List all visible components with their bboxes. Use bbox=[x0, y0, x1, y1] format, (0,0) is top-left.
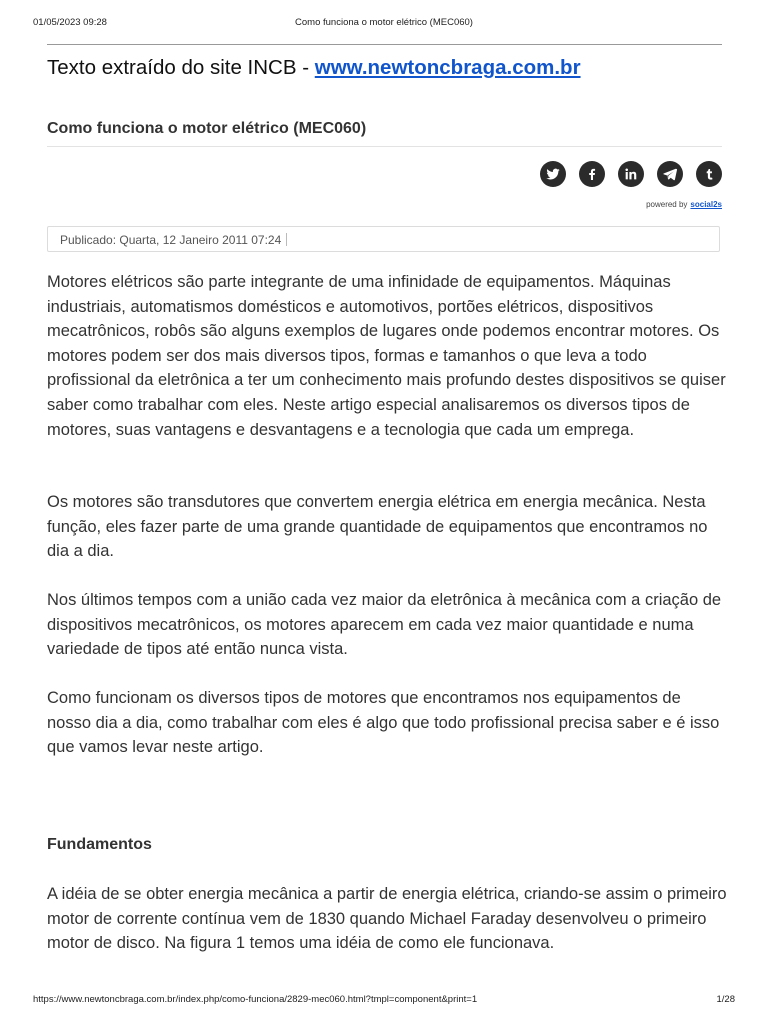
site-source-prefix: Texto extraído do site INCB - bbox=[47, 56, 315, 79]
twitter-share-button[interactable] bbox=[540, 161, 566, 187]
facebook-share-button[interactable] bbox=[579, 161, 605, 187]
linkedin-icon bbox=[623, 166, 639, 182]
telegram-icon bbox=[662, 166, 678, 182]
powered-by-label: powered by bbox=[646, 200, 688, 209]
social2s-link[interactable]: social2s bbox=[690, 200, 722, 209]
facebook-icon bbox=[584, 166, 600, 182]
published-separator bbox=[286, 233, 287, 246]
article-paragraph-1: Motores elétricos são parte integrante de uma infinidade de equipamentos. Máquinas industriais, automatismos domésticos e automotivos, portões elétricos, dispositivos mecatrônicos, robôs são alguns exemplos de lugares onde podemos encontrar motores. Os motores podem ser dos mais diversos tipos, formas e tamanhos o que leva a todo profissional da eletrônica a ter um conhecimento mais profundo destes dispositivos se quiser saber como trabalhar com eles. Neste artigo especial analisaremos os diversos tipos de motores, suas vantagens e desvantagens e a tecnologia que cada um emprega. bbox=[47, 273, 726, 439]
print-datetime: 01/05/2023 09:28 bbox=[33, 17, 107, 28]
published-info bbox=[47, 226, 720, 252]
article-title: Como funciona o motor elétrico (MEC060) bbox=[47, 120, 367, 137]
site-source-line bbox=[47, 56, 722, 80]
section-paragraph: A idéia de se obter energia mecânica a partir de energia elétrica, criando-se assim o primeiro motor de corrente contínua vem de 1830 quando Michael Faraday desenvolveu o primeiro motor de disco. Na figura 1 temos uma idéia de como ele funcionava. bbox=[47, 885, 727, 953]
twitter-icon bbox=[545, 166, 561, 182]
share-bar bbox=[527, 161, 722, 187]
print-document-title: Como funciona o motor elétrico (MEC060) bbox=[295, 17, 473, 28]
article-paragraph-4: Como funcionam os diversos tipos de motores que encontramos nos equipamentos de nosso dia a dia, como trabalhar com eles é algo que todo profissional precisa saber e é isso que vamos levar neste artigo. bbox=[47, 689, 720, 757]
tumblr-share-button[interactable] bbox=[696, 161, 722, 187]
tumblr-icon bbox=[701, 166, 717, 182]
print-url: https://www.newtoncbraga.com.br/index.php/como-funciona/2829-mec060.html?tmpl=component&print=1 bbox=[33, 994, 478, 1005]
title-divider bbox=[47, 146, 722, 147]
telegram-share-button[interactable] bbox=[657, 161, 683, 187]
header-divider bbox=[47, 44, 722, 45]
article-paragraph-3: Nos últimos tempos com a união cada vez maior da eletrônica à mecânica com a criação de dispositivos mecatrônicos, os motores aparecem em cada vez maior quantidade e numa variedade de tipos até então nunca vista. bbox=[47, 591, 722, 659]
site-link[interactable]: www.newtoncbraga.com.br bbox=[314, 56, 581, 79]
article-paragraph-2: Os motores são transdutores que convertem energia elétrica em energia mecânica. Nesta função, eles fazer parte de uma grande quantidade de equipamentos que encontramos no dia a dia. bbox=[47, 493, 708, 561]
powered-by bbox=[646, 200, 722, 209]
linkedin-share-button[interactable] bbox=[618, 161, 644, 187]
section-heading-fundamentos: Fundamentos bbox=[47, 836, 152, 853]
published-date: Publicado: Quarta, 12 Janeiro 2011 07:24 bbox=[60, 233, 282, 247]
page-number: 1/28 bbox=[716, 994, 735, 1005]
